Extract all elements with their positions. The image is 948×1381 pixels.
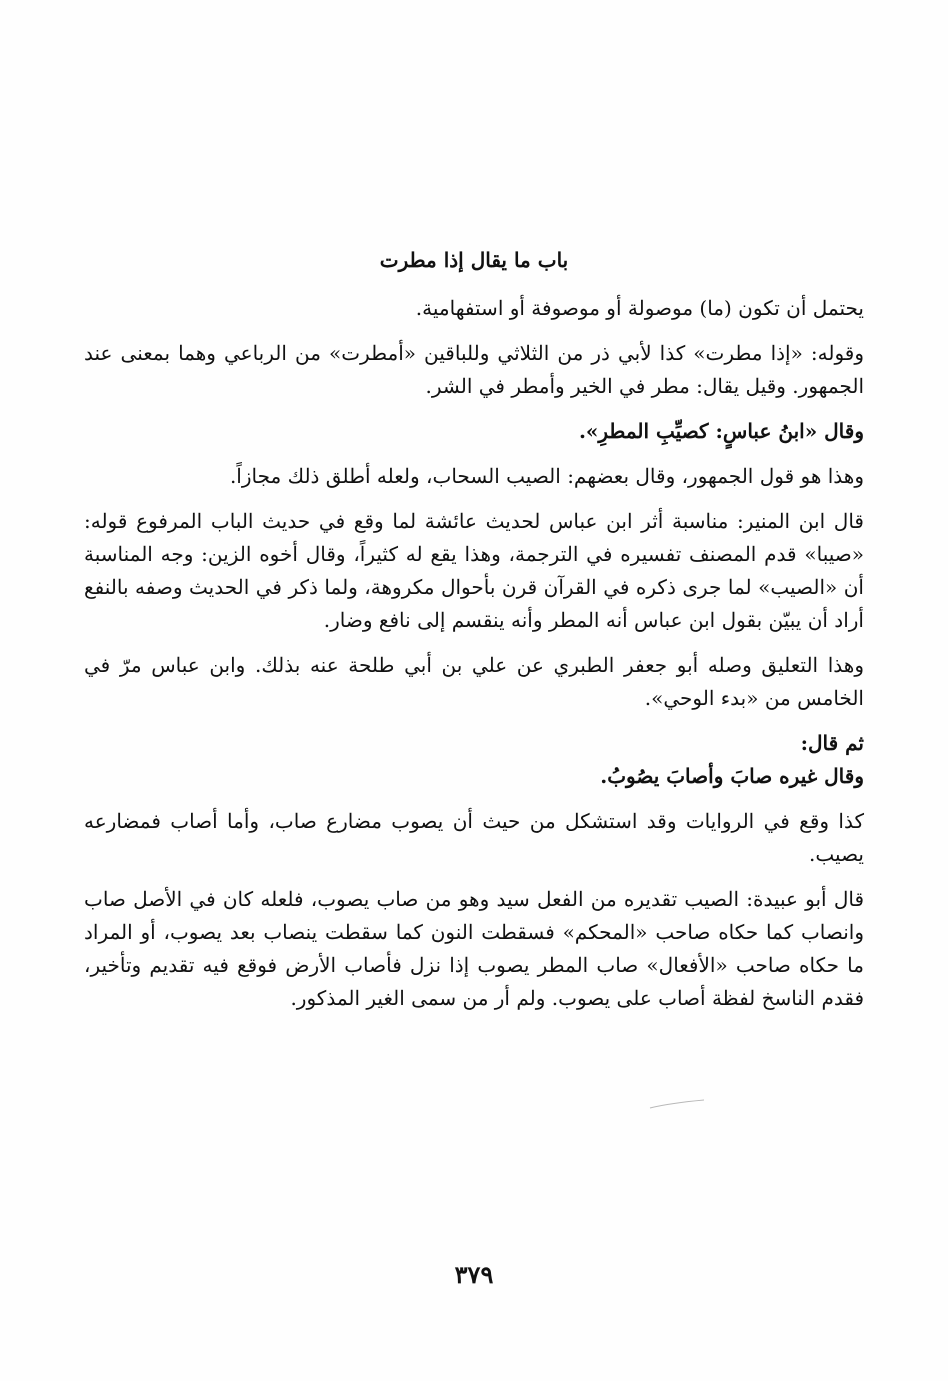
paragraph-6: وهذا التعليق وصله أبو جعفر الطبري عن علي بن أبي طلحة عنه بذلك. وابن عباس مرّ في الخامس من «بدء الوحي». (84, 653, 864, 710)
paragraph-3-quote: وقال «ابنُ عباسٍ: كصيِّبِ المطرِ». (578, 419, 864, 443)
paragraph-1: يحتمل أن تكون (ما) موصولة أو موصوفة أو استفهامية. (415, 296, 864, 320)
paragraph-5: قال ابن المنير: مناسبة أثر ابن عباس لحديث عائشة لما وقع في حديث الباب المرفوع قوله: «صيبا» قدم المصنف تفسيره في الترجمة، وهذا يقع له كثيراً، وقال أخوه الزين: وجه المناسبة أن «الصيب» لما جرى ذكره في القرآن قرن بأحوال مكروهة، ولما ذكر في الحديث وصفه بالنفع أراد أن يبيّن بقول ابن عباس أنه المطر وأنه ينقسم إلى نافع وضار. (84, 509, 864, 632)
paragraph-9: كذا وقع في الروايات وقد استشكل من حيث أن يصوب مضارع صاب، وأما أصاب فمضارعه يصيب. (84, 809, 864, 866)
paragraph-7-then-said: ثم قال: (800, 731, 864, 755)
paragraph-4: وهذا هو قول الجمهور، وقال بعضهم: الصيب السحاب، ولعله أطلق ذلك مجازاً. (229, 464, 864, 488)
page-number: ٣٧٩ (454, 1260, 494, 1289)
paragraph-8-quote: وقال غيره صابَ وأصابَ يصُوبُ. (600, 764, 864, 788)
paragraph-10: قال أبو عبيدة: الصيب تقديره من الفعل سيد وهو من صاب يصوب، فلعله كان في الأصل صاب وانصاب كما حكاه صاحب «المحكم» فسقطت النون كما سقطت ينصاب بعد يصوب، أو المراد ما حكاه صاحب «الأفعال» صاب المطر يصوب إذا نزل فأصاب الأرض فوقع فيه تقديم وتأخير، فقدم الناسخ لفظة أصاب على يصوب. ولم أر من سمى الغير المذكور. (84, 887, 864, 1010)
page-body (84, 238, 864, 1015)
paragraph-2: وقوله: «إذا مطرت» كذا لأبي ذر من الثلاثي وللباقين «أمطرت» من الرباعي وهما بمعنى عند الجمهور. وقيل يقال: مطر في الخير وأمطر في الشر. (84, 341, 864, 398)
chapter-heading: باب ما يقال إذا مطرت (379, 248, 569, 272)
scan-smudge-mark (648, 1098, 706, 1110)
